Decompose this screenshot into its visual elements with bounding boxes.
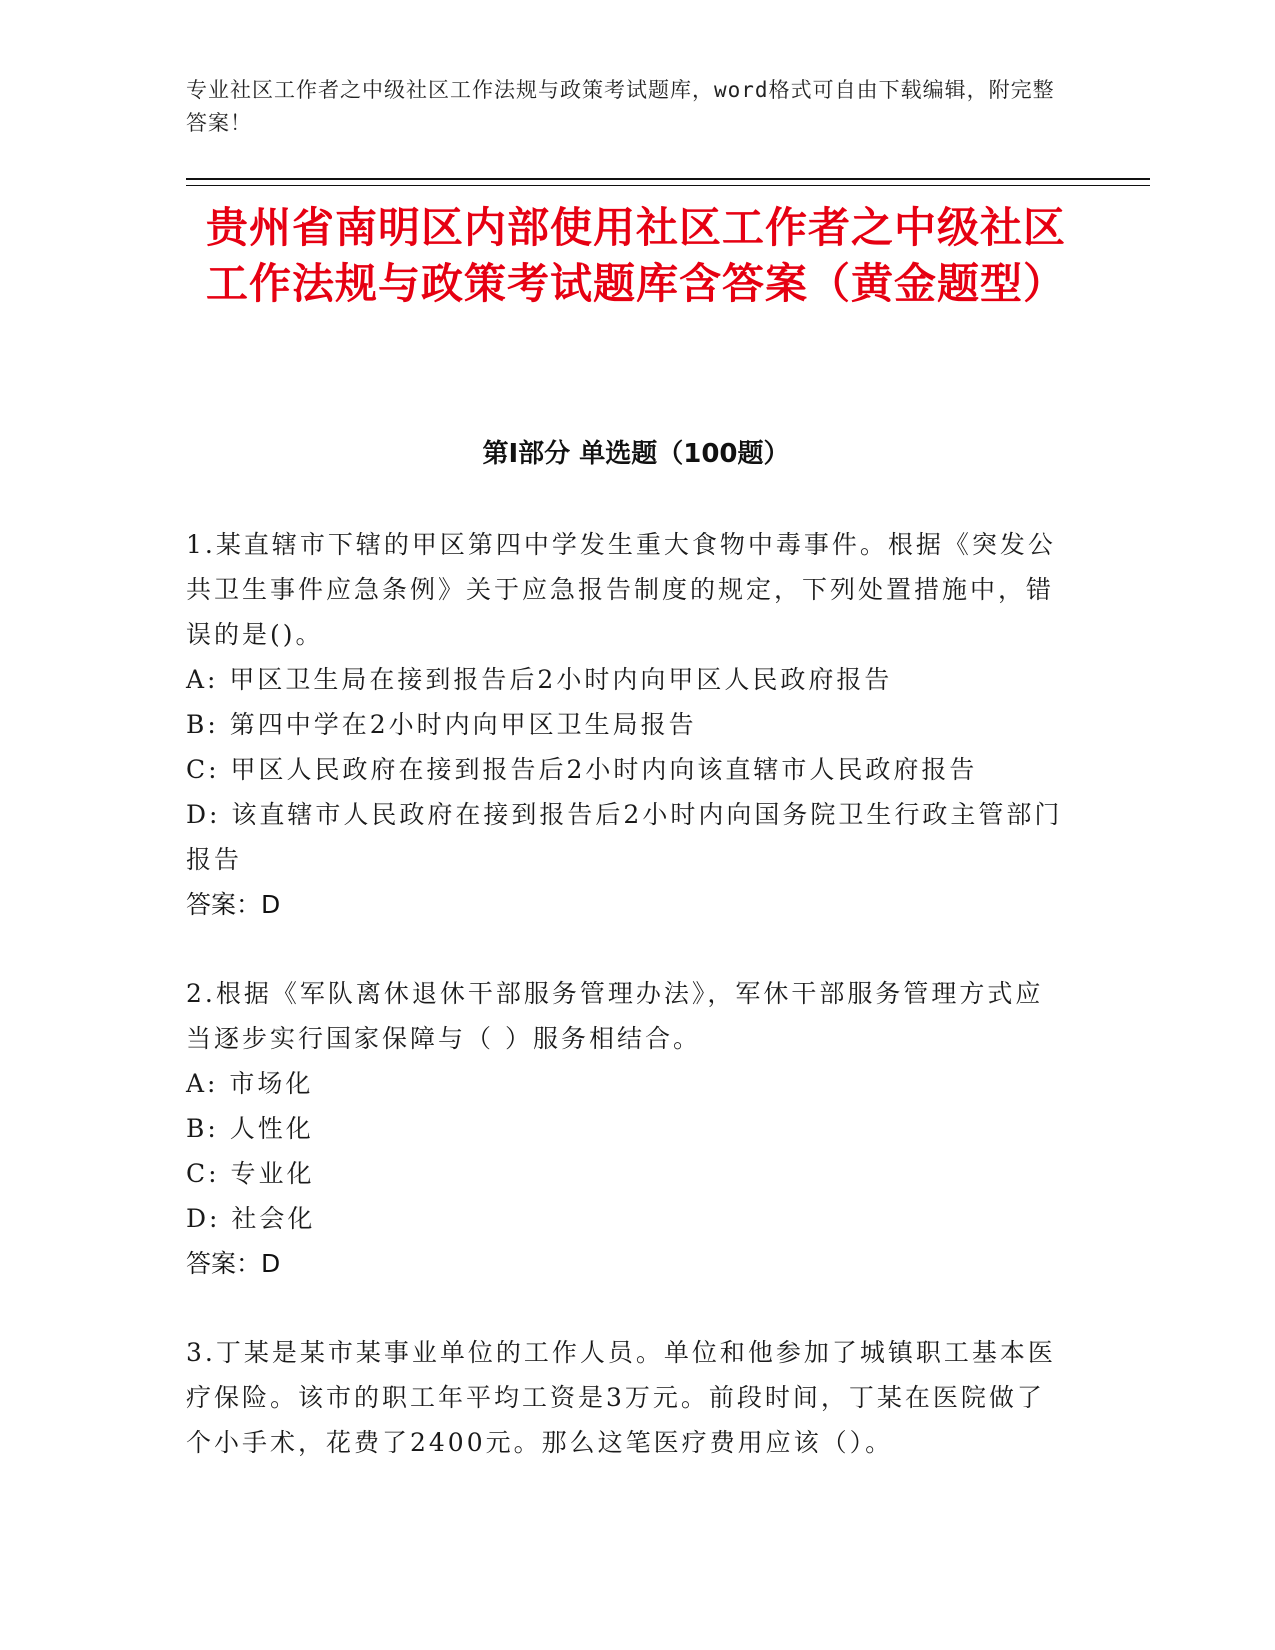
option-a: A: 市场化 (186, 1069, 314, 1098)
document-title: 贵州省南明区内部使用社区工作者之中级社区工作法规与政策考试题库含答案（黄金题型） (205, 203, 1066, 308)
question-2 (186, 971, 1066, 1286)
question-1 (186, 522, 1066, 927)
header-note: 专业社区工作者之中级社区工作法规与政策考试题库，word格式可自由下载编辑，附完整答案！ (186, 78, 1055, 135)
question-3 (186, 1330, 1066, 1465)
question-text: 1.某直辖市下辖的甲区第四中学发生重大食物中毒事件。根据《突发公共卫生事件应急条例》关于应急报告制度的规定，下列处置措施中，错误的是()。 (186, 530, 1056, 649)
section-title: 第I部分 单选题（100题） (482, 439, 790, 469)
header-rule-thick (186, 178, 1150, 180)
option-d: D: 社会化 (186, 1204, 316, 1233)
option-c: C: 专业化 (186, 1159, 315, 1188)
option-d: D: 该直辖市人民政府在接到报告后2小时内向国务院卫生行政主管部门报告 (186, 800, 1063, 874)
option-a: A: 甲区卫生局在接到报告后2小时内向甲区人民政府报告 (186, 665, 893, 694)
question-text: 3.丁某是某市某事业单位的工作人员。单位和他参加了城镇职工基本医疗保险。该市的职工年平均工资是3万元。前段时间，丁某在医院做了个小手术，花费了2400元。那么这笔医疗费用应该（）。 (186, 1338, 1056, 1457)
question-text: 2.根据《军队离休退休干部服务管理办法》，军休干部服务管理方式应当逐步实行国家保障与（ ）服务相结合。 (186, 979, 1044, 1053)
header-rule-thin (186, 185, 1150, 186)
answer: 答案：D (186, 890, 281, 919)
option-b: B: 第四中学在2小时内向甲区卫生局报告 (186, 710, 697, 739)
question-list (186, 522, 1066, 1509)
option-b: B: 人性化 (186, 1114, 314, 1143)
answer: 答案：D (186, 1249, 281, 1278)
option-c: C: 甲区人民政府在接到报告后2小时内向该直辖市人民政府报告 (186, 755, 978, 784)
